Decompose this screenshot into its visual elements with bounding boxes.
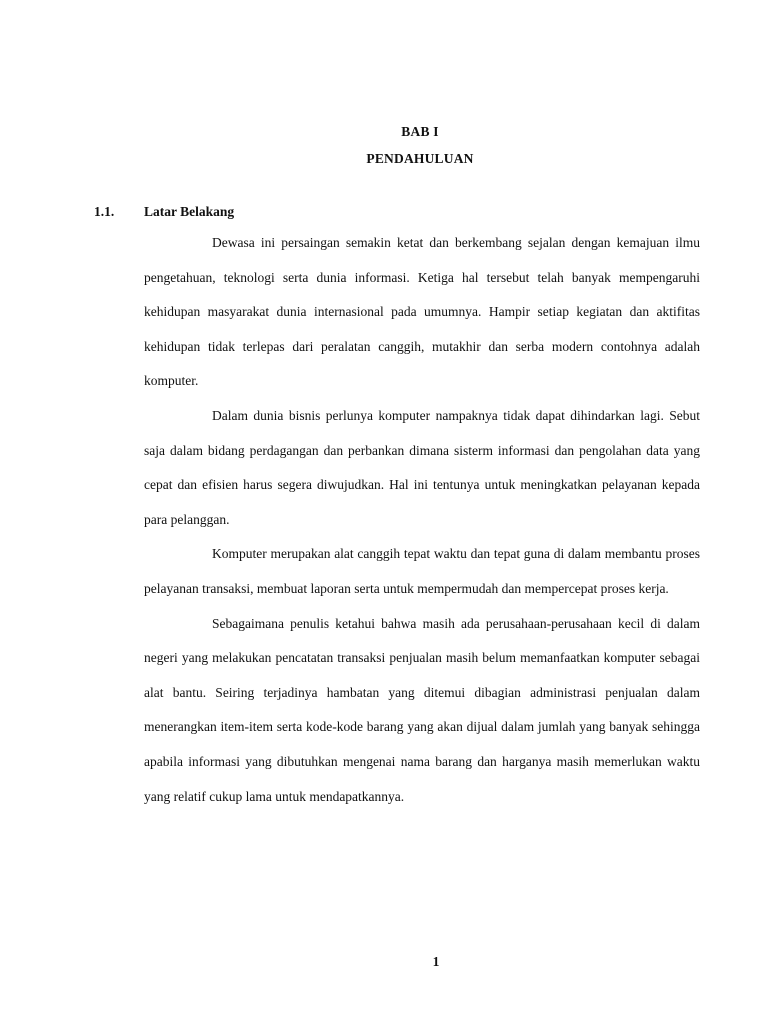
paragraph: Sebagaimana penulis ketahui bahwa masih ada perusahaan-perusahaan kecil di dalam negeri yang melakukan pencatatan transaksi penjualan masih belum memanfaatkan komputer sebagai alat bantu. Seiring terjadinya hambatan yang ditemui dibagian administrasi penjualan dalam menerangkan item-item serta kode-kode barang yang akan dijual dalam jumlah yang banyak sehingga apabila informasi yang dibutuhkan mengenai nama barang dan harganya masih memerlukan waktu yang relatif cukup lama untuk mendapatkannya. [144, 615, 700, 804]
chapter-title: PENDAHULUAN [366, 151, 474, 166]
paragraph: Komputer merupakan alat canggih tepat waktu dan tepat guna di dalam membantu proses pelayanan transaksi, membuat laporan serta untuk mempermudah dan mempercepat proses kerja. [144, 546, 700, 596]
body-text [144, 226, 700, 814]
section-title: Latar Belakang [144, 204, 235, 219]
page-number: 1 [432, 954, 440, 969]
paragraph: Dalam dunia bisnis perlunya komputer nampaknya tidak dapat dihindarkan lagi. Sebut saja dalam bidang perdagangan dan perbankan dimana sisterm informasi dan pengolahan data yang cepat dan efisien harus segera diwujudkan. Hal ini tentunya untuk meningkatkan pelayanan kepada para pelanggan. [144, 407, 700, 527]
paragraph: Dewasa ini persaingan semakin ketat dan berkembang sejalan dengan kemajuan ilmu pengetahuan, teknologi serta dunia informasi. Ketiga hal tersebut telah banyak mempengaruhi kehidupan masyarakat dunia internasional pada umumnya. Hampir setiap kegiatan dan aktifitas kehidupan tidak terlepas dari peralatan canggih, mutakhir dan serba modern contohnya adalah komputer. [144, 235, 700, 389]
section-number: 1.1. [94, 204, 115, 219]
chapter-number: BAB I [401, 124, 439, 139]
